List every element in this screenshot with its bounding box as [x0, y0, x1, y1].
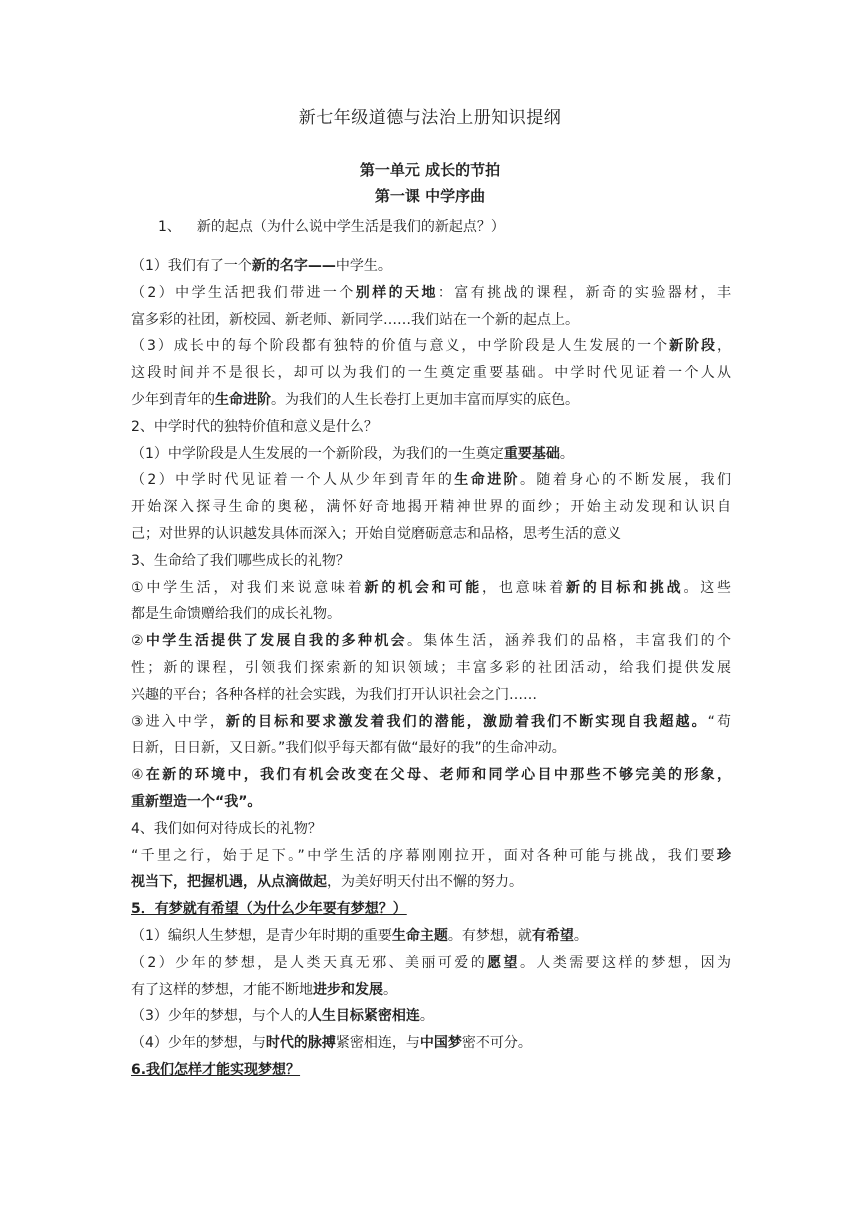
q4-answer-1 — [131, 843, 731, 870]
question-3-heading: 3、生命给了我们哪些成长的礼物？ — [131, 552, 350, 569]
text-run: 新的名字—— — [251, 258, 336, 274]
q1-answer-3 — [131, 333, 731, 360]
q3-answer-1-cont: 都是生命馈赠给我们的成长礼物。 — [131, 606, 341, 623]
q2-answer-2 — [131, 467, 731, 494]
q2-answer-2-cont: 开始深入探寻生命的奥秘，满怀好奇地揭开精神世界的面纱；开始主动发现和认识自 — [131, 499, 731, 516]
text-run: （2）中学时代见证着一个人从少年到青年的 — [131, 472, 455, 489]
text-run: （1）中学阶段是人生发展的一个新阶段，为我们的一生奠定 — [131, 445, 504, 462]
text-run: 紧密相连，与 — [335, 1035, 420, 1052]
text-run: 中国梦 — [419, 1035, 462, 1052]
text-run: （2）中学生活把我们带进一个 — [131, 284, 356, 301]
document-title: 新七年级道德与法治上册知识提纲 — [298, 108, 562, 128]
q1-answer-2-cont: 富多彩的社团，新校园、新老师、新同学……我们站在一个新的起点上。 — [131, 311, 579, 328]
text-run: ③进入中学， — [131, 713, 226, 730]
q3-answer-1 — [131, 575, 731, 602]
text-run: “千里之行，始于足下。”中学生活的序幕刚刚拉开，面对各种可能与挑战，我们要 — [131, 847, 717, 864]
text-run: （2）少年的梦想，是人类天真无邪、美丽可爱的 — [131, 954, 488, 971]
q3-answer-3-cont: 日新，日日新，又日新。”我们似乎每天都有做“最好的我”的生命冲动。 — [131, 740, 566, 757]
q3-answer-4-cont: 重新塑造一个“我”。 — [131, 793, 262, 810]
document-body — [131, 213, 731, 1084]
q3-answer-2 — [131, 628, 731, 655]
q5-answer-2 — [131, 950, 731, 977]
text-run: 生命进阶 — [215, 391, 271, 408]
text-run: 新的机会和可能 — [364, 579, 483, 596]
text-run: 生命进阶 — [454, 472, 520, 489]
text-run: （3）少年的梦想，与个人的 — [131, 1008, 308, 1025]
text-run: 别样的天地 — [355, 284, 438, 301]
text-run: ：富有挑战的课程，新奇的实验器材，丰 — [437, 284, 731, 301]
q2-answer-2-end: 己；对世界的认识越发具体而深入；开始自觉磨砺意志和品格，思考生活的意义 — [131, 525, 621, 542]
question-1-heading — [131, 213, 731, 253]
text-run: 重要基础 — [503, 445, 560, 462]
text-run: ④ — [131, 767, 146, 784]
text-run: 。人类需要这样的梦想，因为 — [519, 954, 731, 971]
text-run: 。随着身心的不断发展，我们 — [519, 472, 731, 489]
q3-answer-2-end: 兴趣的平台；各种各样的社会实践，为我们打开认识社会之门…… — [131, 686, 537, 703]
question-5-heading: 5．有梦就有希望（为什么少年要有梦想？） — [131, 901, 407, 918]
text-run: 中学生。 — [335, 258, 392, 274]
text-run: 。 — [383, 981, 397, 998]
text-run: 1、 — [158, 219, 181, 235]
text-run: “苟 — [707, 713, 731, 730]
q2-answer-1 — [131, 441, 731, 468]
q5-answer-1 — [131, 923, 731, 950]
text-run: 有希望 — [531, 927, 574, 944]
q5-answer-2-cont — [131, 977, 731, 1004]
q5-answer-3 — [131, 1003, 731, 1030]
text-run: 愿望 — [487, 954, 520, 971]
text-run: ，也意味着 — [482, 579, 566, 596]
question-6-heading: 6.我们怎样才能实现梦想？ — [131, 1061, 301, 1078]
text-run: 在新的环境中，我们有机会改变在父母、老师和同学心目中那些不够完美的形象， — [145, 767, 731, 784]
question-4-heading: 4、我们如何对待成长的礼物？ — [131, 820, 322, 837]
text-run: 。有梦想，就 — [447, 927, 532, 944]
q3-answer-3 — [131, 709, 731, 736]
text-run: 有了这样的梦想，才能不断地 — [131, 981, 313, 998]
text-run: 新的起点（为什么说中学生活是我们的新起点？） — [196, 219, 505, 235]
text-run: ①中学生活，对我们来说意味着 — [131, 579, 365, 596]
text-run: 。 — [419, 1008, 434, 1025]
text-run: 。集体生活，涵养我们的品格，丰富我们的个 — [406, 633, 731, 650]
text-run: 。这些 — [683, 579, 731, 596]
text-run: 新的目标和挑战 — [565, 579, 684, 596]
q5-answer-4 — [131, 1030, 731, 1057]
q4-answer-1-cont — [131, 869, 731, 896]
text-run: 。为我们的人生长卷打上更加丰富而厚实的底色。 — [271, 391, 579, 408]
q1-answer-1 — [131, 253, 731, 280]
text-run: 中学生活提供了发展自我的多种机会 — [145, 633, 407, 650]
q3-answer-2-cont: 性；新的课程，引领我们探索新的知识领域；丰富多彩的社团活动，给我们提供发展 — [131, 659, 731, 676]
text-run: 新的目标和要求激发着我们的潜能，激励着我们不断实现自我超越。 — [225, 713, 708, 730]
text-run: 时代的脉搏 — [265, 1035, 336, 1052]
question-2-heading: 2、中学时代的独特价值和意义是什么？ — [131, 418, 378, 435]
text-run: ② — [131, 633, 146, 650]
text-run: ，为美好明天付出不懈的努力。 — [327, 874, 523, 891]
q1-answer-3-end — [131, 387, 731, 414]
text-run: 密不可分。 — [461, 1035, 532, 1052]
text-run: 进步和发展 — [313, 981, 383, 998]
text-run: （4）少年的梦想，与 — [131, 1035, 266, 1052]
text-run: （1）我们有了一个 — [131, 258, 252, 274]
lesson-heading: 第一课 中学序曲 — [374, 187, 486, 205]
text-run: （1）编织人生梦想，是青少年时期的重要 — [131, 927, 392, 944]
text-run: 。 — [559, 445, 574, 462]
text-run: 视当下，把握机遇，从点滴做起 — [131, 874, 327, 891]
q1-answer-3-cont: 这段时间并不是很长，却可以为我们的一生奠定重要基础。中学时代见证着一个人从 — [131, 365, 731, 382]
text-run: 。 — [573, 927, 588, 944]
text-run: 生命主题 — [391, 927, 448, 944]
text-run: 少年到青年的 — [131, 391, 215, 408]
text-run: 珍 — [717, 847, 731, 864]
text-run: （3）成长中的每个阶段都有独特的价值与意义，中学阶段是人生发展的一个 — [131, 338, 670, 355]
unit-heading: 第一单元 成长的节拍 — [359, 161, 501, 179]
q1-answer-2 — [131, 280, 731, 307]
text-run: 人生目标紧密相连 — [307, 1008, 420, 1025]
q3-answer-4 — [131, 762, 731, 789]
text-run: ， — [717, 338, 731, 355]
text-run: 新阶段 — [669, 338, 718, 355]
